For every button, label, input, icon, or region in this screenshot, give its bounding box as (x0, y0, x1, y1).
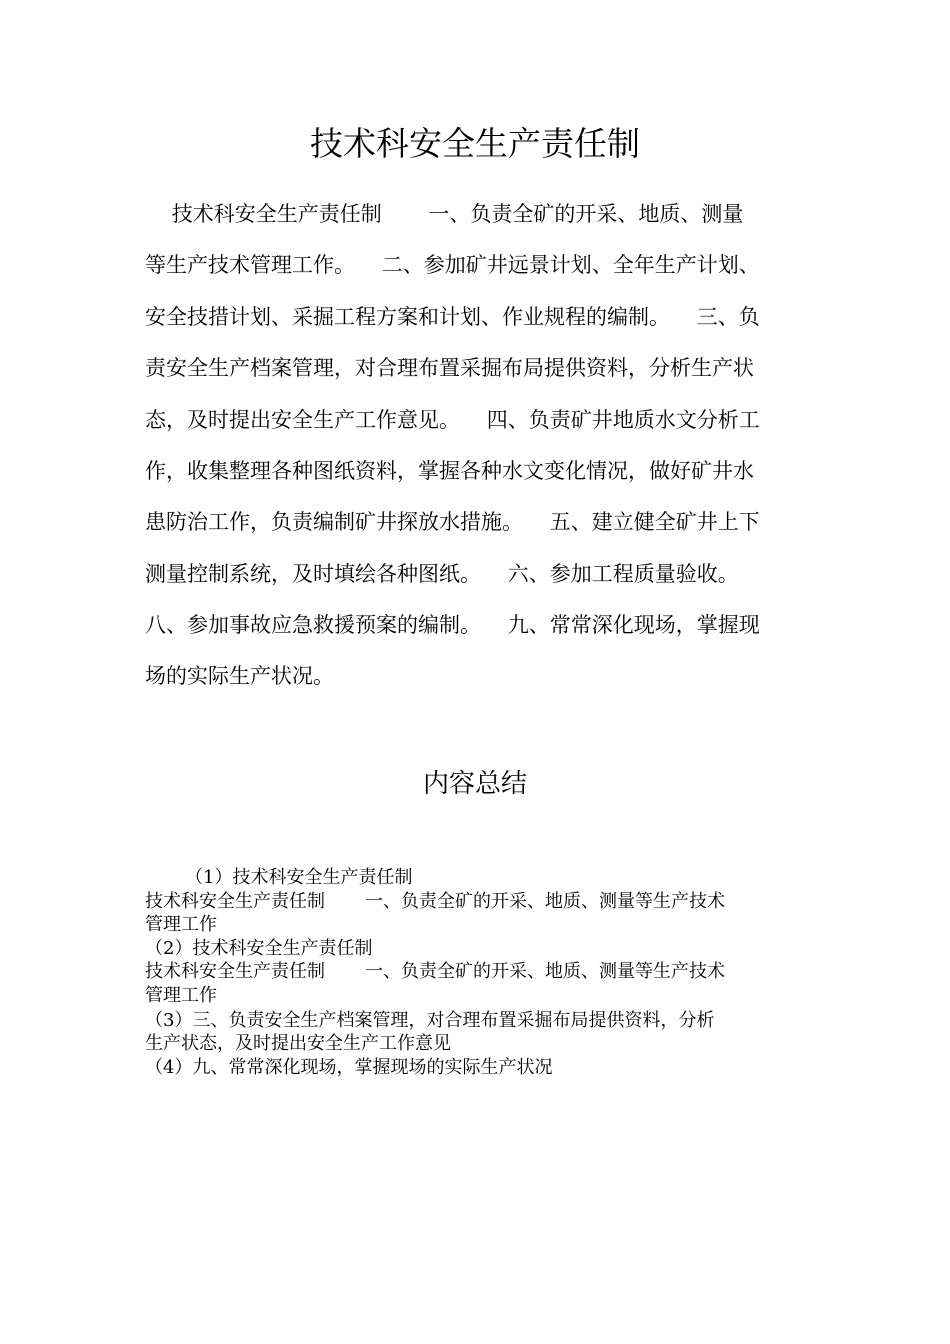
body-line: 患防治工作，负责编制矿井探放水措施。 五、建立健全矿井上下 (145, 510, 760, 534)
document-title: 技术科安全生产责任制 (310, 124, 640, 163)
summary-title: 内容总结 (422, 769, 527, 799)
summary-line: 技术科安全生产责任制 一、负责全矿的开采、地质、测量等生产技术 (145, 961, 726, 982)
body-line: 态，及时提出安全生产工作意见。 四、负责矿井地质水文分析工 (145, 408, 760, 432)
body-line: 技术科安全生产责任制 一、负责全矿的开采、地质、测量 (145, 202, 744, 226)
body-line: 作，收集整理各种图纸资料，掌握各种水文变化情况，做好矿井水 (145, 459, 754, 483)
summary-line: （1）技术科安全生产责任制 (145, 867, 413, 888)
summary-line: 生产状态，及时提出安全生产工作意见 (145, 1033, 451, 1054)
summary-line: 技术科安全生产责任制 一、负责全矿的开采、地质、测量等生产技术 (145, 891, 726, 912)
summary-line: 管理工作 (145, 914, 217, 935)
body-line: 责安全生产档案管理，对合理布置采掘布局提供资料，分析生产状 (145, 356, 754, 380)
body-line: 场的实际生产状况。 (145, 664, 334, 688)
body-line: 等生产技术管理工作。 二、参加矿井远景计划、全年生产计划、 (145, 253, 760, 277)
summary-line: （4）九、常常深化现场，掌握现场的实际生产状况 (145, 1057, 553, 1078)
body-line: 安全技措计划、采掘工程方案和计划、作业规程的编制。 三、负 (145, 305, 760, 329)
body-line: 八、参加事故应急救援预案的编制。 九、常常深化现场，掌握现 (145, 613, 760, 637)
summary-line: （2）技术科安全生产责任制 (145, 938, 373, 959)
summary-line: 管理工作 (145, 985, 217, 1006)
body-line: 测量控制系统，及时填绘各种图纸。 六、参加工程质量验收。 (145, 562, 739, 586)
summary-line: （3）三、负责安全生产档案管理，对合理布置采掘布局提供资料，分析 (145, 1010, 715, 1031)
